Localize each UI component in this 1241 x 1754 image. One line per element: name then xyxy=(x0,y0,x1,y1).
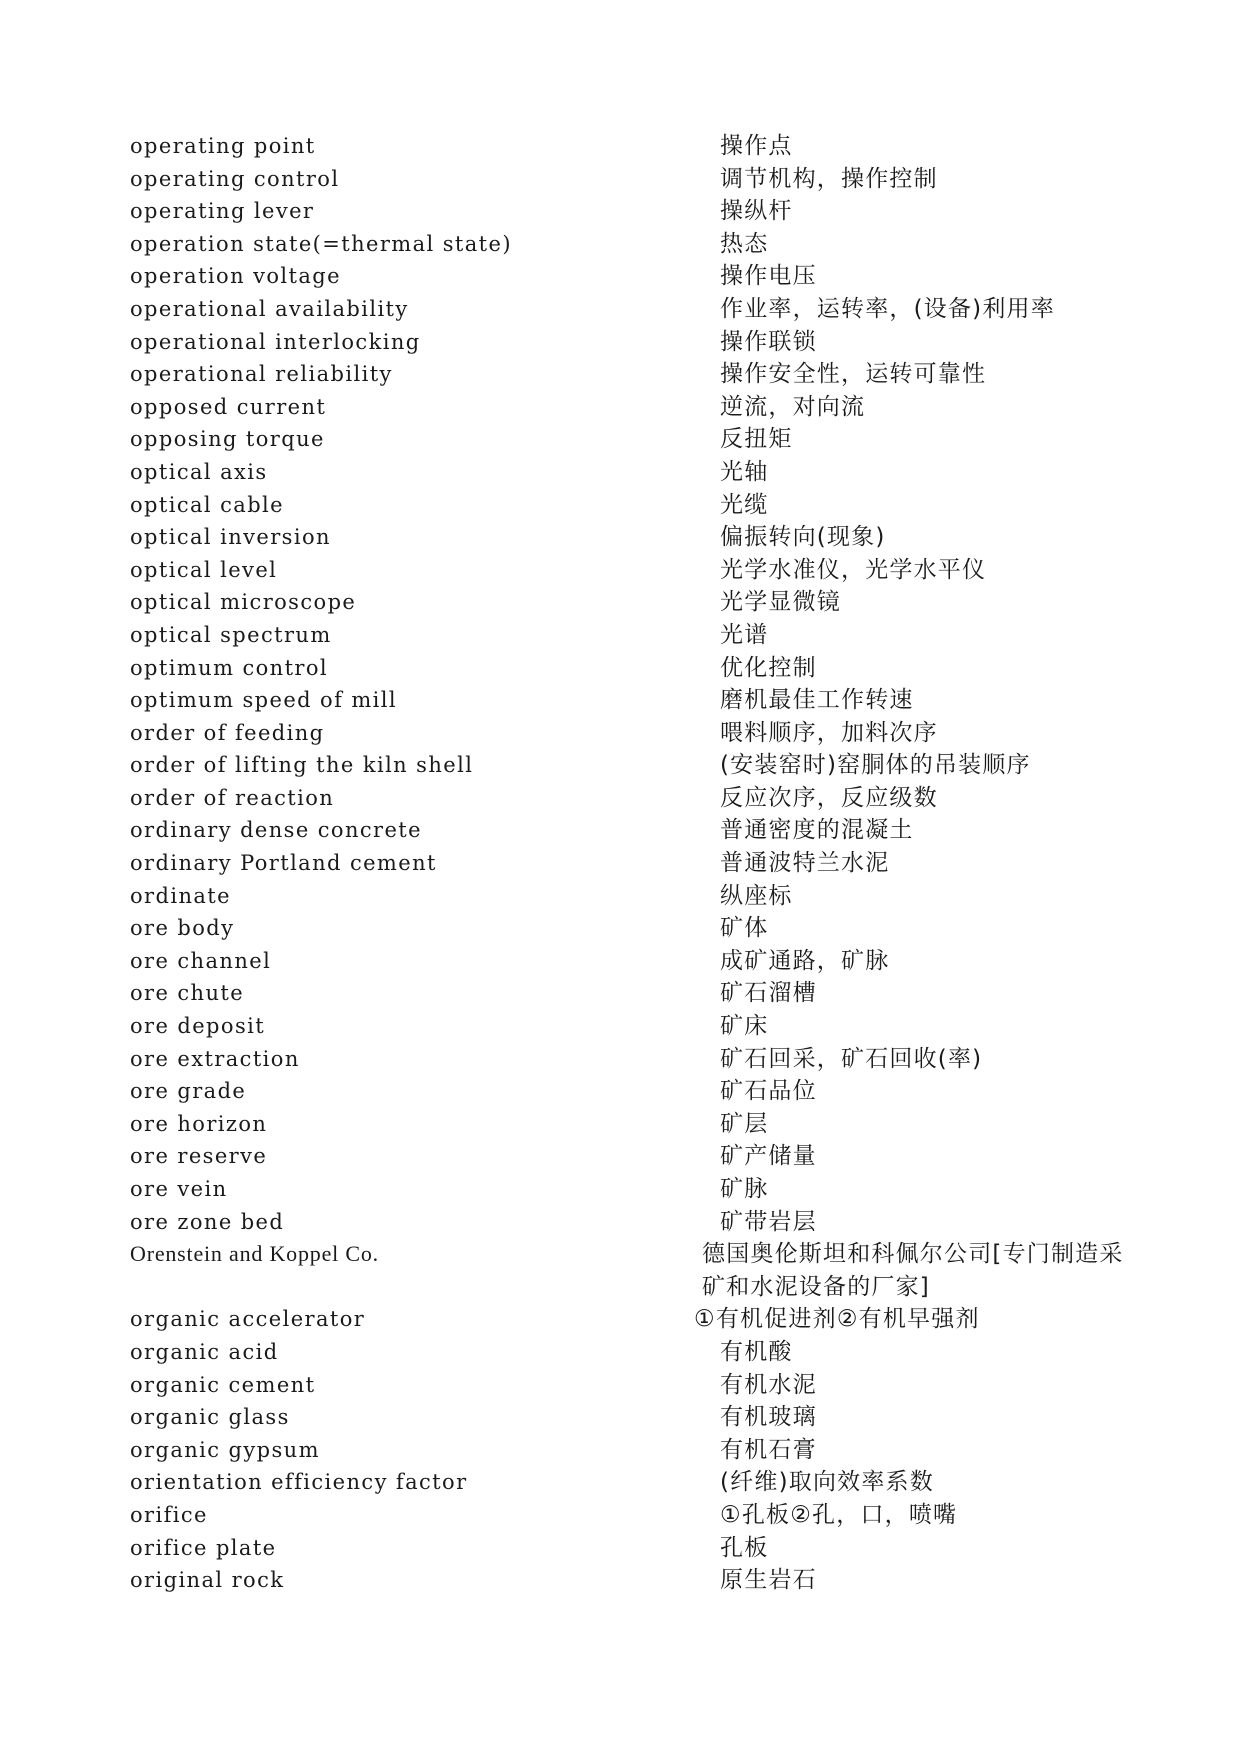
entry-definition: 喂料顺序，加料次序 xyxy=(720,719,938,746)
entry-definition: 矿脉 xyxy=(720,1176,769,1202)
glossary-entry xyxy=(130,391,1130,424)
entry-definition: 矿石品位 xyxy=(720,1078,817,1105)
entry-term: ore reserve xyxy=(130,1144,268,1169)
entry-definition: 反扭矩 xyxy=(720,426,793,453)
entry-definition: 矿产储量 xyxy=(720,1143,817,1170)
glossary-entry xyxy=(130,1303,1130,1336)
entry-term: organic cement xyxy=(130,1372,316,1397)
entry-term: operation voltage xyxy=(130,264,341,289)
entry-term: order of reaction xyxy=(130,785,335,810)
glossary-entry xyxy=(130,684,1130,717)
entry-term: optical microscope xyxy=(130,590,357,615)
glossary-entry xyxy=(130,912,1130,945)
entry-definition: 矿石回采，矿石回收(率) xyxy=(720,1045,983,1072)
glossary-entry xyxy=(130,456,1130,489)
entry-term: operating lever xyxy=(130,199,315,224)
entry-definition: 操作联锁 xyxy=(720,328,817,355)
entry-definition: 操作点 xyxy=(720,133,793,159)
entry-definition: 普通密度的混凝土 xyxy=(720,817,914,844)
entry-term: ore extraction xyxy=(130,1046,300,1071)
glossary-entry xyxy=(130,293,1130,326)
entry-definition: 反应次序，反应级数 xyxy=(720,784,938,811)
entry-term: organic gypsum xyxy=(130,1437,320,1462)
glossary-entry xyxy=(130,880,1130,913)
entry-definition: ①有机促进剂②有机早强剂 xyxy=(694,1306,980,1333)
glossary-entry xyxy=(130,619,1130,652)
entry-term: ordinate xyxy=(130,883,231,908)
entry-definition: 矿床 xyxy=(720,1013,769,1040)
entry-term: optical inversion xyxy=(130,525,331,550)
glossary-entry xyxy=(130,1238,1130,1303)
entry-definition: 有机石膏 xyxy=(720,1436,817,1463)
entry-definition: (安装窑时)窑胴体的吊装顺序 xyxy=(720,752,1031,779)
entry-term: optimum control xyxy=(130,655,329,680)
entry-definition: 孔板 xyxy=(720,1534,769,1561)
entry-definition: 矿带岩层 xyxy=(720,1208,817,1235)
glossary-entry xyxy=(130,652,1130,685)
entry-definition: 热态 xyxy=(720,230,769,257)
glossary-entry xyxy=(130,847,1130,880)
glossary-entry xyxy=(130,1466,1130,1499)
entry-term: ore body xyxy=(130,916,235,941)
entry-term: orifice xyxy=(130,1502,208,1527)
entry-term: ordinary dense concrete xyxy=(130,818,422,843)
glossary-entry xyxy=(130,163,1130,196)
entry-definition: 作业率，运转率，(设备)利用率 xyxy=(720,295,1055,322)
glossary-entry xyxy=(130,1401,1130,1434)
entry-term: orientation efficiency factor xyxy=(130,1470,468,1495)
glossary-entry xyxy=(130,326,1130,359)
entry-definition: 操作电压 xyxy=(720,263,817,290)
entry-term: operating control xyxy=(130,166,340,191)
entry-term: ore channel xyxy=(130,948,272,973)
glossary-entry xyxy=(130,358,1130,391)
entry-definition: 光学显微镜 xyxy=(720,589,841,616)
entry-term: operational interlocking xyxy=(130,329,421,354)
glossary-entry xyxy=(130,1336,1130,1369)
entry-definition: 操作安全性，运转可靠性 xyxy=(720,361,987,388)
glossary-entry xyxy=(130,1499,1130,1532)
entry-term: original rock xyxy=(130,1568,285,1593)
glossary-entry xyxy=(130,228,1130,261)
glossary-entry xyxy=(130,1043,1130,1076)
glossary-entry xyxy=(130,130,1130,163)
entry-term: optimum speed of mill xyxy=(130,688,398,713)
glossary-entry xyxy=(130,1369,1130,1402)
glossary-entry xyxy=(130,521,1130,554)
entry-definition: 调节机构，操作控制 xyxy=(720,165,938,192)
glossary-entry xyxy=(130,1010,1130,1043)
glossary-entry xyxy=(130,1173,1130,1206)
entry-term: Orenstein and Koppel Co. xyxy=(130,1241,379,1267)
entry-term: operational availability xyxy=(130,296,409,321)
entry-definition: 原生岩石 xyxy=(720,1567,817,1594)
entry-term: opposing torque xyxy=(130,427,325,452)
entry-definition: 光轴 xyxy=(720,458,769,485)
entry-term: optical level xyxy=(130,557,278,582)
glossary-entry xyxy=(130,814,1130,847)
entry-definition: 有机酸 xyxy=(720,1338,793,1365)
glossary-entry xyxy=(130,1140,1130,1173)
glossary-list xyxy=(130,130,1130,1597)
entry-term: optical cable xyxy=(130,492,284,517)
glossary-entry xyxy=(130,782,1130,815)
entry-term: ore deposit xyxy=(130,1014,266,1039)
entry-term: ore zone bed xyxy=(130,1209,285,1234)
glossary-entry xyxy=(130,489,1130,522)
glossary-entry xyxy=(130,586,1130,619)
entry-definition: 成矿通路，矿脉 xyxy=(720,947,890,974)
entry-definition: 矿体 xyxy=(720,915,769,942)
glossary-entry xyxy=(130,1075,1130,1108)
glossary-entry xyxy=(130,423,1130,456)
entry-definition: 优化控制 xyxy=(720,654,817,681)
entry-definition: 操纵杆 xyxy=(720,198,793,225)
entry-term: ordinary Portland cement xyxy=(130,851,437,876)
entry-term: opposed current xyxy=(130,394,327,419)
entry-term: organic accelerator xyxy=(130,1307,366,1332)
entry-definition: 光缆 xyxy=(720,491,769,518)
entry-term: order of feeding xyxy=(130,720,325,745)
glossary-entry xyxy=(130,749,1130,782)
entry-term: optical axis xyxy=(130,459,268,484)
entry-definition: (纤维)取向效率系数 xyxy=(720,1469,934,1496)
glossary-entry xyxy=(130,977,1130,1010)
entry-term: operation state(=thermal state) xyxy=(130,231,512,256)
entry-definition: 偏振转向(现象) xyxy=(720,524,886,551)
glossary-entry xyxy=(130,1108,1130,1141)
glossary-entry xyxy=(130,1532,1130,1565)
entry-term: order of lifting the kiln shell xyxy=(130,753,474,778)
glossary-entry xyxy=(130,945,1130,978)
entry-definition: 有机水泥 xyxy=(720,1371,817,1398)
entry-definition: 磨机最佳工作转速 xyxy=(720,687,914,714)
entry-definition: 有机玻璃 xyxy=(720,1404,817,1431)
entry-definition: 德国奥伦斯坦和科佩尔公司[专门制造采矿和水泥设备的厂家] xyxy=(702,1241,1124,1300)
entry-term: orifice plate xyxy=(130,1535,277,1560)
entry-definition: 逆流，对向流 xyxy=(720,393,866,420)
glossary-entry xyxy=(130,1564,1130,1597)
entry-term: organic acid xyxy=(130,1339,279,1364)
entry-term: ore grade xyxy=(130,1079,247,1104)
glossary-entry xyxy=(130,1434,1130,1467)
entry-definition: ①孔板②孔，口，喷嘴 xyxy=(720,1501,958,1528)
entry-term: organic glass xyxy=(130,1405,290,1430)
entry-term: ore horizon xyxy=(130,1111,268,1136)
glossary-entry xyxy=(130,260,1130,293)
glossary-entry xyxy=(130,1206,1130,1239)
entry-definition: 矿层 xyxy=(720,1110,769,1137)
entry-definition: 光谱 xyxy=(720,621,769,648)
entry-definition: 普通波特兰水泥 xyxy=(720,850,890,877)
glossary-entry xyxy=(130,554,1130,587)
glossary-entry xyxy=(130,195,1130,228)
entry-definition: 纵座标 xyxy=(720,882,793,909)
entry-definition: 矿石溜槽 xyxy=(720,980,817,1007)
glossary-entry xyxy=(130,717,1130,750)
entry-term: ore chute xyxy=(130,981,245,1006)
entry-term: ore vein xyxy=(130,1177,228,1201)
entry-definition: 光学水准仪，光学水平仪 xyxy=(720,556,987,583)
entry-term: operational reliability xyxy=(130,362,393,387)
entry-term: operating point xyxy=(130,134,316,158)
entry-term: optical spectrum xyxy=(130,622,332,647)
